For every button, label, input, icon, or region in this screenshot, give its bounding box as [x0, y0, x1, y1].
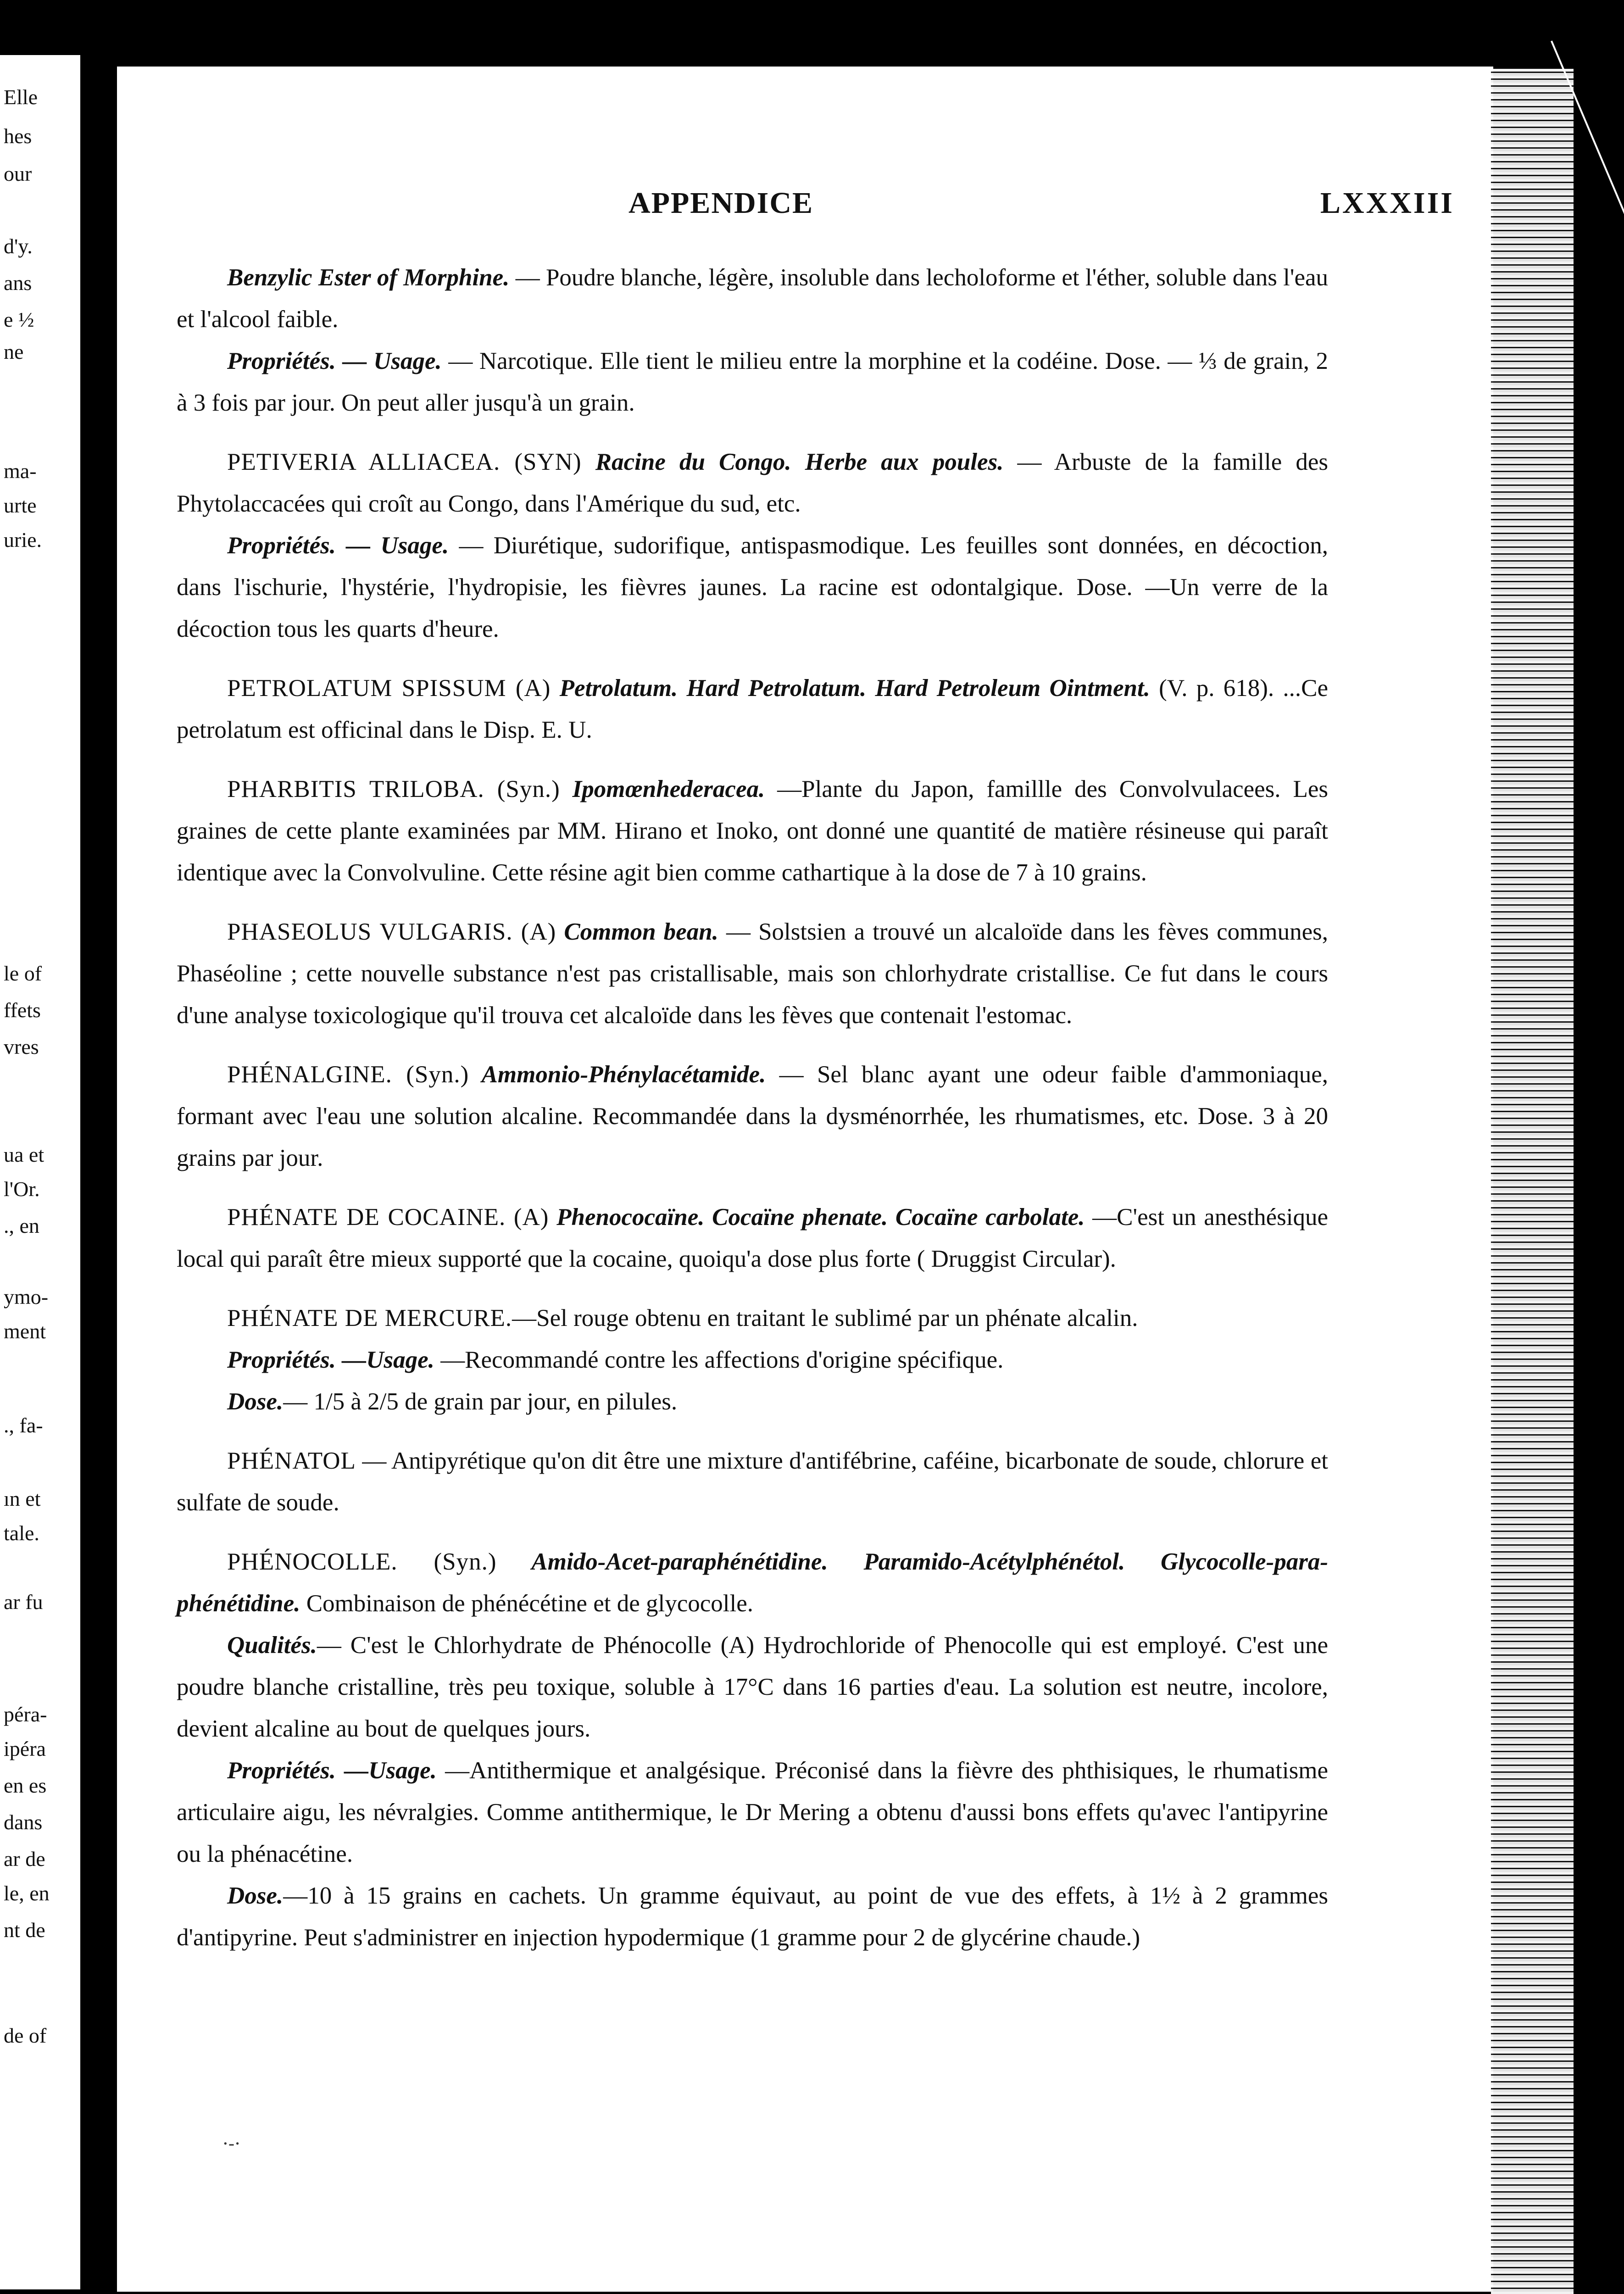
- entry-subsection: [177, 1339, 1328, 1381]
- entry-headword: PHARBITIS TRILOBA. (Syn.): [227, 776, 560, 802]
- margin-fragment: ua et: [4, 1143, 44, 1166]
- margin-fragment: e ½: [4, 308, 34, 331]
- entry-subsection: [177, 525, 1328, 650]
- entry-paragraph: [177, 911, 1328, 1036]
- entry-synonyms: Common bean.: [556, 919, 718, 945]
- subsection-text: —Recommandé contre les affections d'origine spécifique.: [434, 1347, 1004, 1373]
- margin-fragment: ffets: [4, 998, 41, 1022]
- margin-fragment: ne: [4, 340, 24, 363]
- entry-description: — Antipyrétique qu'on dit être une mixture d'antifébrine, caféine, bicarbonate de soude, chlorure et sulfate de soude.: [177, 1448, 1328, 1516]
- subsection-text: — Diurétique, sudorifique, antispasmodique. Les feuilles sont données, en décoction, dans l'ischurie, l'hystérie, l'hydropisie, les fièvres jaunes. La racine est odontalgique. Dose. —Un verre de la décoction tous les quarts d'heure.: [177, 532, 1328, 642]
- margin-fragment: ., fa-: [4, 1414, 43, 1437]
- entry-headword: PHÉNALGINE. (Syn.): [227, 1061, 469, 1088]
- entry-description: —Plante du Japon, famillle des Convolvulacees. Les graines de cette plante examinées par MM. Hirano et Inoko, ont donné une quantité de matière résineuse qui paraît identique avec la Convolvuline. Cette résine agit bien comme cathartique à la dose de 7 à 10 grains.: [177, 776, 1328, 886]
- subsection-label: Propriétés. — Usage.: [227, 348, 442, 374]
- margin-fragment: ar de: [4, 1847, 45, 1871]
- entry-synonyms: Ammonio-Phénylacétamide.: [469, 1061, 766, 1088]
- margin-fragment: péra-: [4, 1703, 47, 1726]
- dictionary-entry: [177, 911, 1328, 1036]
- dictionary-entry: [177, 1541, 1328, 1959]
- entry-synonyms: Petrolatum. Hard Petrolatum. Hard Petroleum Ointment.: [551, 675, 1150, 702]
- dictionary-entry: [177, 1054, 1328, 1179]
- entry-subsection: [177, 1381, 1328, 1423]
- margin-fragment: urie.: [4, 528, 42, 551]
- entry-headword: PHÉNATOL: [227, 1448, 356, 1474]
- entry-description: — Solstsien a trouvé un alcaloïde dans les fèves communes, Phaséoline ; cette nouvelle substance n'est pas cristallisable, mais son chlorhydrate cristallise. Ce fut dans le cours d'une analyse toxicologique qu'il trouva cet alcaloïde dans les fèves que contenait l'estomac.: [177, 919, 1329, 1029]
- entries-body: [177, 257, 1328, 1976]
- entry-description: —C'est un anesthésique local qui paraît être mieux supporté que la cocaine, quoiqu'a dose plus forte ( Druggist Circular).: [177, 1204, 1329, 1272]
- margin-fragment: ın et: [4, 1487, 41, 1510]
- dictionary-entry: [177, 768, 1328, 894]
- subsection-label: Propriétés. — Usage.: [227, 532, 449, 559]
- entry-paragraph: [177, 668, 1328, 751]
- margin-fragment: ans: [4, 271, 32, 295]
- dictionary-entry: [177, 257, 1328, 424]
- entry-synonyms: Amido-Acet-paraphénétidine. Paramido-Acétylphénétol. Glycocolle-para-phénétidine.: [177, 1548, 1329, 1617]
- subsection-text: — Narcotique. Elle tient le milieu entre la morphine et la codéine. Dose. — ⅓ de grain, 2 à 3 fois par jour. On peut aller jusqu'à un grain.: [177, 348, 1328, 416]
- dictionary-entry: [177, 441, 1328, 650]
- margin-fragment: de of: [4, 2024, 47, 2047]
- entry-headword: PETIVERIA ALLIACEA. (SYN): [227, 449, 582, 475]
- entry-synonyms: Benzylic Ester of Morphine.: [227, 264, 510, 291]
- margin-fragment: dans: [4, 1810, 43, 1834]
- closing-mark: ·-·: [222, 2133, 240, 2155]
- margin-fragment: en es: [4, 1774, 47, 1797]
- margin-fragment: vres: [4, 1035, 39, 1058]
- entry-paragraph: [177, 257, 1328, 340]
- entry-synonyms: Ipomœnhederacea.: [560, 776, 765, 802]
- entry-description: — Poudre blanche, légère, insoluble dans lecholoforme et l'éther, soluble dans l'eau et l'alcool faible.: [177, 264, 1328, 333]
- entry-subsection: [177, 340, 1328, 424]
- margin-fragment: ., en: [4, 1214, 39, 1237]
- entry-headword: PHÉNOCOLLE. (Syn.): [227, 1548, 497, 1575]
- margin-fragment: d'y.: [4, 234, 33, 258]
- dictionary-entry: [177, 1297, 1328, 1423]
- subsection-label: Dose.: [227, 1388, 284, 1415]
- subsection-text: — 1/5 à 2/5 de grain par jour, en pilules.: [283, 1388, 678, 1415]
- left-margin-strip: [0, 55, 80, 2289]
- dictionary-entry: [177, 1197, 1328, 1280]
- page-number: LXXXIII: [1320, 186, 1454, 220]
- dictionary-entry: [177, 668, 1328, 751]
- entry-headword: PHÉNATE DE MERCURE.: [227, 1305, 512, 1331]
- running-header: [628, 186, 1454, 227]
- entry-subsection: [177, 1750, 1328, 1875]
- margin-fragment: ment: [4, 1320, 46, 1343]
- subsection-label: Qualités.: [227, 1632, 317, 1659]
- margin-fragment: ma-: [4, 459, 37, 483]
- margin-fragment: hes: [4, 124, 32, 148]
- margin-fragment: ar fu: [4, 1590, 43, 1614]
- margin-fragment: Elle: [4, 85, 38, 109]
- subsection-label: Propriétés. —Usage.: [227, 1757, 437, 1784]
- entry-synonyms: Racine du Congo. Herbe aux poules.: [581, 449, 1004, 475]
- subsection-label: Dose.: [227, 1882, 284, 1909]
- margin-fragment: ipéra: [4, 1737, 46, 1760]
- entry-synonyms: Phenococaïne. Cocaïne phenate. Cocaïne carbolate.: [549, 1204, 1085, 1231]
- margin-fragment: le, en: [4, 1882, 50, 1905]
- page-title: APPENDICE: [628, 186, 814, 220]
- subsection-text: — C'est le Chlorhydrate de Phénocolle (A) Hydrochloride of Phenocolle qui est employé. C'est une poudre blanche cristalline, très peu toxique, soluble à 17°C dans 16 parties d'eau. La solution est neutre, incolore, devient alcaline au bout de quelques jours.: [177, 1632, 1328, 1742]
- entry-description: —Sel rouge obtenu en traitant le sublimé par un phénate alcalin.: [512, 1305, 1138, 1331]
- subsection-text: —Antithermique et analgésique. Préconisé dans la fièvre des phthisiques, le rhumatisme articulaire aigu, les névralgies. Comme antithermique, le Dr Mering a obtenu d'aussi bons effets qu'avec l'antipyrine ou la phénacétine.: [177, 1757, 1328, 1867]
- margin-fragment: our: [4, 162, 32, 185]
- margin-fragment: le of: [4, 962, 42, 985]
- book-page: [117, 67, 1493, 2292]
- subsection-label: Propriétés. —Usage.: [227, 1347, 434, 1373]
- entry-description: (V. p. 618). ...Ce petrolatum est officinal dans le Disp. E. U.: [177, 675, 1328, 743]
- margin-fragment: nt de: [4, 1918, 45, 1942]
- entry-paragraph: [177, 1297, 1328, 1339]
- entry-paragraph: [177, 1054, 1328, 1179]
- entry-paragraph: [177, 1440, 1328, 1524]
- margin-fragment: tale.: [4, 1521, 39, 1545]
- entry-description: — Arbuste de la famille des Phytolaccacées qui croît au Congo, dans l'Amérique du sud, etc.: [177, 449, 1328, 517]
- entry-subsection: [177, 1625, 1328, 1750]
- adjacent-page-edge: [1491, 69, 1574, 2294]
- margin-fragment: urte: [4, 494, 37, 517]
- entry-paragraph: [177, 1197, 1328, 1280]
- margin-fragment: ymo-: [4, 1285, 49, 1308]
- entry-description: Combinaison de phénécétine et de glycocolle.: [300, 1590, 753, 1617]
- entry-subsection: [177, 1875, 1328, 1959]
- entry-paragraph: [177, 768, 1328, 894]
- entry-headword: PHÉNATE DE COCAINE. (A): [227, 1204, 549, 1231]
- entry-headword: PETROLATUM SPISSUM (A): [227, 675, 551, 702]
- entry-description: — Sel blanc ayant une odeur faible d'ammoniaque, formant avec l'eau une solution alcaline. Recommandée dans la dysménorrhée, les rhumatismes, etc. Dose. 3 à 20 grains par jour.: [177, 1061, 1329, 1171]
- entry-headword: PHASEOLUS VULGARIS. (A): [227, 919, 556, 945]
- subsection-text: —10 à 15 grains en cachets. Un gramme équivaut, au point de vue des effets, à 1½ à 2 grammes d'antipyrine. Peut s'administrer en injection hypodermique (1 gramme pour 2 de glycérine chaude.): [177, 1882, 1328, 1951]
- entry-paragraph: [177, 441, 1328, 525]
- entry-paragraph: [177, 1541, 1328, 1625]
- dictionary-entry: [177, 1440, 1328, 1524]
- margin-fragment: l'Or.: [4, 1177, 40, 1201]
